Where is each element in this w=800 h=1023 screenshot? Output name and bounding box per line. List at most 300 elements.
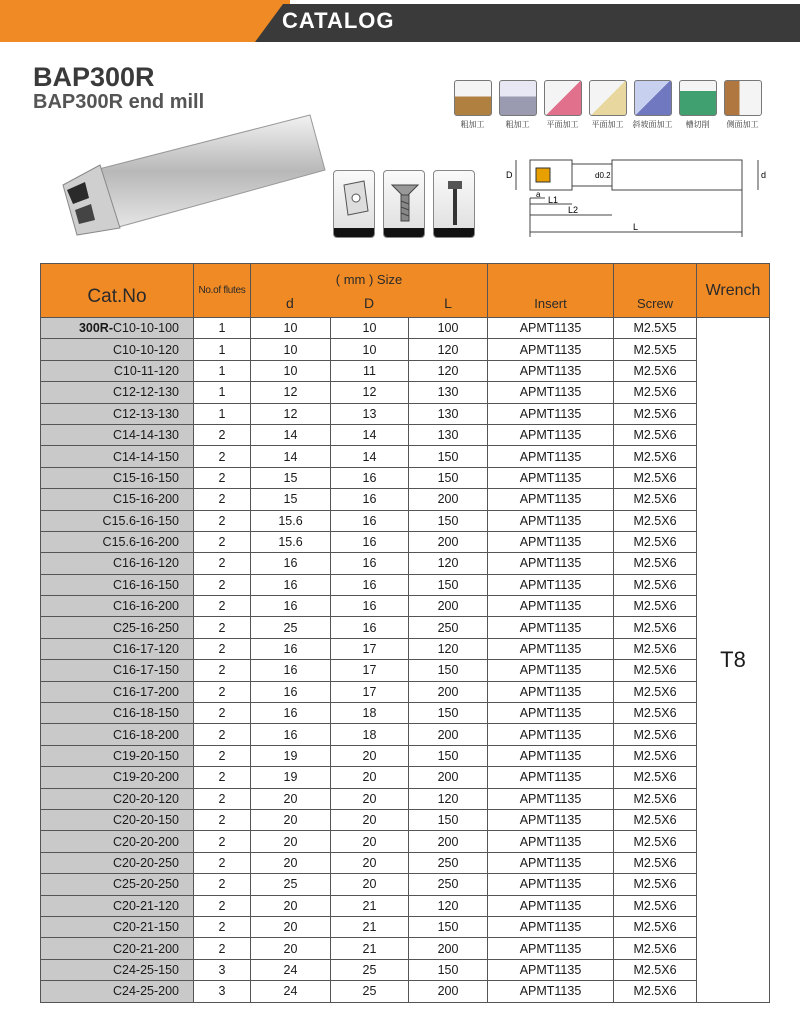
cell-d: 20 — [331, 809, 409, 830]
header-size — [251, 264, 488, 318]
side-milling-icon — [724, 80, 762, 116]
header-wrench: Wrench — [697, 264, 770, 318]
cell-screw: M2.5X6 — [614, 724, 697, 745]
cell-insert: APMT1135 — [488, 467, 614, 488]
cell-flutes: 2 — [194, 809, 251, 830]
label-d: d — [761, 170, 767, 180]
cell-flutes: 2 — [194, 553, 251, 574]
cell-d: 19 — [251, 767, 331, 788]
cell-insert: APMT1135 — [488, 596, 614, 617]
cell-insert: APMT1135 — [488, 510, 614, 531]
cell-d: 19 — [251, 745, 331, 766]
operation-item: 槽切削 — [677, 80, 718, 130]
cell-flutes: 2 — [194, 895, 251, 916]
cell-d: 12 — [331, 382, 409, 403]
table-row — [41, 916, 770, 937]
catno-code: C15.6-16-200 — [102, 535, 179, 550]
table-row — [41, 617, 770, 638]
cell-d: 16 — [251, 724, 331, 745]
catno-prefix: 300R- — [78, 321, 113, 336]
cell-d: 25 — [251, 617, 331, 638]
cell-d: 21 — [331, 916, 409, 937]
cell-d: 20 — [251, 788, 331, 809]
cell-flutes: 2 — [194, 831, 251, 852]
cell-l: 150 — [409, 574, 488, 595]
cell-insert: APMT1135 — [488, 617, 614, 638]
cell-screw: M2.5X6 — [614, 553, 697, 574]
cell-l: 120 — [409, 638, 488, 659]
cell-d: 21 — [331, 895, 409, 916]
cell-flutes: 2 — [194, 852, 251, 873]
catno-code: C16-17-150 — [112, 663, 179, 678]
table-row — [41, 596, 770, 617]
cell-l: 130 — [409, 403, 488, 424]
cell-catno — [41, 831, 194, 852]
cell-d: 14 — [251, 446, 331, 467]
catno-code: C14-14-150 — [112, 449, 179, 464]
cell-catno — [41, 916, 194, 937]
cell-l: 120 — [409, 788, 488, 809]
cell-flutes: 2 — [194, 531, 251, 552]
catno-code: C25-16-250 — [112, 620, 179, 635]
cell-catno — [41, 895, 194, 916]
cell-insert: APMT1135 — [488, 852, 614, 873]
cell-d: 10 — [331, 318, 409, 339]
cell-catno — [41, 874, 194, 895]
cell-flutes: 2 — [194, 446, 251, 467]
catno-code: C10-10-100 — [112, 321, 179, 336]
cell-flutes: 2 — [194, 660, 251, 681]
table-row — [41, 938, 770, 959]
table-row — [41, 424, 770, 445]
table-row — [41, 852, 770, 873]
cell-insert: APMT1135 — [488, 916, 614, 937]
ramp-milling-icon — [634, 80, 672, 116]
cell-d: 16 — [331, 531, 409, 552]
cell-d: 15 — [251, 489, 331, 510]
cell-catno — [41, 981, 194, 1002]
table-row — [41, 553, 770, 574]
cell-flutes: 2 — [194, 424, 251, 445]
cell-l: 130 — [409, 382, 488, 403]
table-row — [41, 874, 770, 895]
header-insert: Insert — [488, 264, 614, 318]
cell-d: 16 — [251, 553, 331, 574]
catno-code: C10-11-120 — [113, 363, 179, 378]
catno-code: C24-25-150 — [112, 962, 179, 977]
cell-insert: APMT1135 — [488, 981, 614, 1002]
table-row — [41, 831, 770, 852]
cell-catno — [41, 809, 194, 830]
cell-insert: APMT1135 — [488, 788, 614, 809]
cell-flutes: 2 — [194, 874, 251, 895]
header-accent — [0, 0, 290, 42]
dimension-drawing — [500, 152, 775, 247]
cell-d: 20 — [331, 852, 409, 873]
catno-code: C16-18-200 — [112, 727, 179, 742]
cell-d: 20 — [251, 895, 331, 916]
cell-d: 16 — [251, 596, 331, 617]
label-L: L — [633, 222, 639, 232]
cell-catno — [41, 596, 194, 617]
catno-code: C25-20-250 — [112, 877, 179, 892]
cell-screw: M2.5X6 — [614, 531, 697, 552]
catno-code: C16-17-120 — [112, 642, 179, 657]
catno-code: C16-16-150 — [112, 577, 179, 592]
catno-code: C20-21-120 — [112, 898, 179, 913]
cell-d: 14 — [331, 424, 409, 445]
cell-l: 200 — [409, 767, 488, 788]
cell-flutes: 2 — [194, 745, 251, 766]
cell-insert: APMT1135 — [488, 489, 614, 510]
catno-code: C15-16-150 — [112, 470, 179, 485]
cell-screw: M2.5X6 — [614, 938, 697, 959]
cell-screw: M2.5X6 — [614, 574, 697, 595]
cell-l: 100 — [409, 318, 488, 339]
cell-flutes: 2 — [194, 467, 251, 488]
cell-flutes: 2 — [194, 638, 251, 659]
cell-screw: M2.5X6 — [614, 403, 697, 424]
cell-flutes: 1 — [194, 318, 251, 339]
header-screw: Screw — [614, 264, 697, 318]
cell-d: 18 — [331, 724, 409, 745]
cell-insert: APMT1135 — [488, 959, 614, 980]
table-row — [41, 745, 770, 766]
catno-code: C16-16-200 — [112, 599, 179, 614]
table-row — [41, 788, 770, 809]
cell-insert: APMT1135 — [488, 531, 614, 552]
cell-insert: APMT1135 — [488, 424, 614, 445]
cell-insert: APMT1135 — [488, 724, 614, 745]
cell-screw: M2.5X6 — [614, 981, 697, 1002]
cell-d: 16 — [251, 660, 331, 681]
cell-d: 16 — [251, 638, 331, 659]
cell-flutes: 2 — [194, 681, 251, 702]
catno-code: C20-20-200 — [112, 834, 179, 849]
cell-screw: M2.5X5 — [614, 339, 697, 360]
catalog-table — [40, 263, 770, 1003]
cell-catno — [41, 446, 194, 467]
cell-flutes: 1 — [194, 403, 251, 424]
operation-item: 斜坡面加工 — [632, 80, 673, 130]
cell-d: 20 — [251, 809, 331, 830]
cell-catno — [41, 638, 194, 659]
cell-screw: M2.5X6 — [614, 467, 697, 488]
cell-flutes: 1 — [194, 360, 251, 381]
cell-d: 14 — [251, 424, 331, 445]
operation-item: 粗加工 — [497, 80, 538, 130]
cell-flutes: 2 — [194, 938, 251, 959]
cell-screw: M2.5X6 — [614, 681, 697, 702]
table-row — [41, 895, 770, 916]
cell-d: 11 — [331, 360, 409, 381]
table-row — [41, 339, 770, 360]
cell-catno — [41, 339, 194, 360]
product-model: BAP300R — [33, 62, 155, 92]
cell-insert: APMT1135 — [488, 638, 614, 659]
cell-d: 13 — [331, 403, 409, 424]
table-row — [41, 767, 770, 788]
cell-insert: APMT1135 — [488, 681, 614, 702]
cell-screw: M2.5X6 — [614, 959, 697, 980]
catno-code: C12-12-130 — [112, 385, 179, 400]
catno-code: C20-21-200 — [112, 941, 179, 956]
cell-catno — [41, 318, 194, 339]
cell-catno — [41, 360, 194, 381]
cell-d: 16 — [331, 489, 409, 510]
cell-l: 200 — [409, 531, 488, 552]
header-L: L — [444, 295, 452, 311]
cell-d: 20 — [331, 745, 409, 766]
cell-l: 150 — [409, 703, 488, 724]
cell-d: 17 — [331, 681, 409, 702]
cell-d: 16 — [251, 681, 331, 702]
cell-flutes: 2 — [194, 788, 251, 809]
operations-legend — [452, 80, 763, 130]
cell-l: 150 — [409, 660, 488, 681]
catno-code: C24-25-200 — [112, 984, 179, 999]
operation-item: 平面加工 — [542, 80, 583, 130]
cell-screw: M2.5X6 — [614, 489, 697, 510]
cell-d: 18 — [331, 703, 409, 724]
table-row — [41, 638, 770, 659]
cell-d: 17 — [331, 660, 409, 681]
cell-l: 250 — [409, 617, 488, 638]
catno-code: C14-14-130 — [112, 428, 179, 443]
operation-item: 侧面加工 — [722, 80, 763, 130]
cell-catno — [41, 745, 194, 766]
catno-code: C20-21-150 — [112, 920, 179, 935]
cell-d: 21 — [331, 938, 409, 959]
cell-catno — [41, 660, 194, 681]
table-row — [41, 531, 770, 552]
table-row — [41, 681, 770, 702]
cell-l: 250 — [409, 852, 488, 873]
table-row — [41, 446, 770, 467]
cell-catno — [41, 403, 194, 424]
cell-flutes: 1 — [194, 339, 251, 360]
face-milling-2-icon — [589, 80, 627, 116]
wrench-icon — [433, 170, 475, 238]
label-d02: d0.2 — [595, 171, 611, 180]
cell-insert: APMT1135 — [488, 446, 614, 467]
cell-d: 20 — [251, 938, 331, 959]
cell-screw: M2.5X6 — [614, 382, 697, 403]
cell-l: 250 — [409, 874, 488, 895]
cell-flutes: 3 — [194, 981, 251, 1002]
catno-code: C16-16-120 — [112, 556, 179, 571]
cell-flutes: 1 — [194, 382, 251, 403]
cell-insert: APMT1135 — [488, 703, 614, 724]
cell-insert: APMT1135 — [488, 767, 614, 788]
cell-screw: M2.5X6 — [614, 424, 697, 445]
cell-screw: M2.5X6 — [614, 895, 697, 916]
cell-d: 16 — [251, 574, 331, 595]
cell-l: 200 — [409, 596, 488, 617]
cell-screw: M2.5X6 — [614, 660, 697, 681]
cell-screw: M2.5X6 — [614, 510, 697, 531]
face-milling-icon — [544, 80, 582, 116]
cell-insert: APMT1135 — [488, 895, 614, 916]
cell-d: 10 — [331, 339, 409, 360]
cell-l: 200 — [409, 724, 488, 745]
cell-d: 14 — [331, 446, 409, 467]
cell-d: 25 — [251, 874, 331, 895]
cell-insert: APMT1135 — [488, 553, 614, 574]
cell-d: 10 — [251, 360, 331, 381]
cell-d: 20 — [331, 831, 409, 852]
cell-l: 120 — [409, 553, 488, 574]
table-row — [41, 360, 770, 381]
header-catno: Cat.No — [41, 264, 194, 318]
operation-item: 平面加工 — [587, 80, 628, 130]
cell-screw: M2.5X6 — [614, 446, 697, 467]
cell-l: 200 — [409, 981, 488, 1002]
insert-icon — [333, 170, 375, 238]
table-row — [41, 382, 770, 403]
catno-code: C16-17-200 — [112, 684, 179, 699]
wave-roughing-icon — [499, 80, 537, 116]
catno-code: C20-20-150 — [112, 813, 179, 828]
cell-flutes: 2 — [194, 617, 251, 638]
catno-code: C16-18-150 — [112, 706, 179, 721]
cell-d: 15 — [251, 467, 331, 488]
cell-l: 150 — [409, 467, 488, 488]
cell-d: 16 — [331, 553, 409, 574]
catno-code: C15-16-200 — [112, 492, 179, 507]
catno-code: C20-20-120 — [112, 791, 179, 806]
table-row — [41, 318, 770, 339]
screw-icon — [383, 170, 425, 238]
cell-screw: M2.5X6 — [614, 809, 697, 830]
cell-d: 16 — [251, 703, 331, 724]
cell-insert: APMT1135 — [488, 745, 614, 766]
cell-catno — [41, 510, 194, 531]
cell-l: 200 — [409, 489, 488, 510]
cell-flutes: 3 — [194, 959, 251, 980]
cell-d: 17 — [331, 638, 409, 659]
cell-wrench: T8 — [697, 318, 770, 1003]
cell-screw: M2.5X6 — [614, 874, 697, 895]
accessory-thumbnails — [333, 170, 475, 238]
table-row — [41, 703, 770, 724]
operation-item: 粗加工 — [452, 80, 493, 130]
cell-insert: APMT1135 — [488, 382, 614, 403]
table-row — [41, 660, 770, 681]
cell-insert: APMT1135 — [488, 403, 614, 424]
cell-catno — [41, 574, 194, 595]
cell-screw: M2.5X5 — [614, 318, 697, 339]
table-row — [41, 403, 770, 424]
cell-screw: M2.5X6 — [614, 360, 697, 381]
cell-catno — [41, 767, 194, 788]
cell-l: 150 — [409, 809, 488, 830]
cell-insert: APMT1135 — [488, 318, 614, 339]
cell-d: 16 — [331, 510, 409, 531]
cell-flutes: 2 — [194, 724, 251, 745]
cell-screw: M2.5X6 — [614, 638, 697, 659]
cell-l: 150 — [409, 959, 488, 980]
table-row — [41, 959, 770, 980]
cell-d: 12 — [251, 382, 331, 403]
cell-d: 20 — [251, 852, 331, 873]
cell-d: 24 — [251, 981, 331, 1002]
cell-flutes: 2 — [194, 767, 251, 788]
cell-l: 120 — [409, 360, 488, 381]
cell-d: 25 — [331, 959, 409, 980]
table-row — [41, 724, 770, 745]
cell-d: 15.6 — [251, 510, 331, 531]
catalog-header — [0, 0, 800, 42]
table-row — [41, 467, 770, 488]
catno-code: C12-13-130 — [112, 406, 179, 421]
cell-d: 10 — [251, 318, 331, 339]
table-row — [41, 809, 770, 830]
cell-screw: M2.5X6 — [614, 703, 697, 724]
cell-screw: M2.5X6 — [614, 767, 697, 788]
end-mill-image — [55, 110, 335, 240]
cell-catno — [41, 424, 194, 445]
catno-code: C20-20-250 — [112, 855, 179, 870]
cell-catno — [41, 553, 194, 574]
product-name: BAP300R end mill — [33, 91, 205, 113]
cell-d: 16 — [331, 617, 409, 638]
cell-screw: M2.5X6 — [614, 852, 697, 873]
cell-catno — [41, 788, 194, 809]
catalog-title: CATALOG — [282, 8, 395, 33]
cell-insert: APMT1135 — [488, 809, 614, 830]
cell-d: 20 — [331, 874, 409, 895]
cell-flutes: 2 — [194, 596, 251, 617]
cell-screw: M2.5X6 — [614, 916, 697, 937]
cell-l: 150 — [409, 446, 488, 467]
cell-catno — [41, 681, 194, 702]
cell-catno — [41, 938, 194, 959]
header-D: D — [363, 295, 375, 311]
cell-insert: APMT1135 — [488, 831, 614, 852]
cell-catno — [41, 724, 194, 745]
cell-screw: M2.5X6 — [614, 745, 697, 766]
table-row — [41, 981, 770, 1002]
header-flutes: No.of flutes — [194, 264, 251, 318]
cell-d: 10 — [251, 339, 331, 360]
cell-d: 20 — [331, 788, 409, 809]
size-caption: ( mm ) Size — [335, 272, 403, 287]
cell-d: 16 — [331, 596, 409, 617]
cell-insert: APMT1135 — [488, 574, 614, 595]
table-row — [41, 489, 770, 510]
cell-l: 120 — [409, 895, 488, 916]
header-d: d — [286, 295, 294, 311]
cell-insert: APMT1135 — [488, 660, 614, 681]
cell-screw: M2.5X6 — [614, 596, 697, 617]
cell-l: 150 — [409, 916, 488, 937]
cell-flutes: 2 — [194, 916, 251, 937]
cell-d: 20 — [251, 831, 331, 852]
cell-catno — [41, 852, 194, 873]
cell-flutes: 2 — [194, 489, 251, 510]
cell-d: 25 — [331, 981, 409, 1002]
cell-d: 15.6 — [251, 531, 331, 552]
cell-catno — [41, 703, 194, 724]
cell-insert: APMT1135 — [488, 339, 614, 360]
cell-l: 150 — [409, 510, 488, 531]
cell-l: 120 — [409, 339, 488, 360]
cell-l: 200 — [409, 938, 488, 959]
catno-code: C15.6-16-150 — [102, 513, 179, 528]
cell-catno — [41, 531, 194, 552]
cell-d: 16 — [331, 574, 409, 595]
